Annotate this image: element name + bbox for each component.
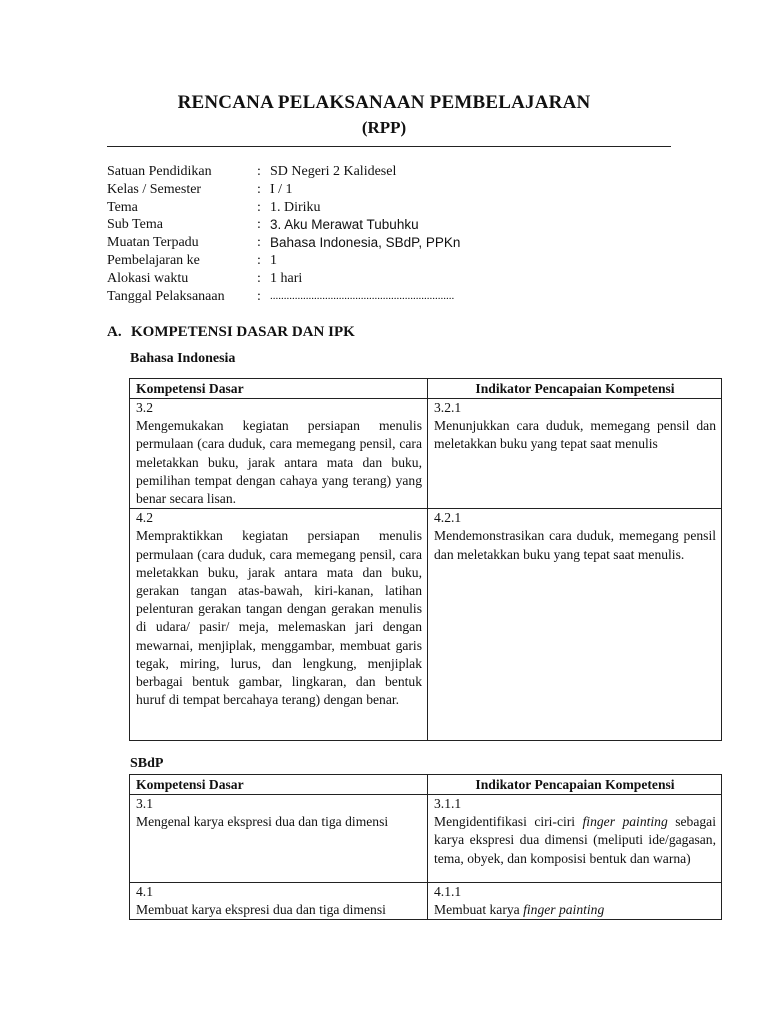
info-label: Tema (107, 199, 138, 215)
kd-number: 3.2 (136, 400, 153, 415)
info-colon: : (257, 252, 261, 268)
info-row-subtema (107, 216, 460, 234)
info-row-alokasi (107, 270, 460, 288)
info-value: Bahasa Indonesia, SBdP, PPKn (270, 235, 461, 251)
column-header-ipk: Indikator Pencapaian Kompetensi (428, 379, 722, 399)
document-subtitle: (RPP) (361, 118, 407, 137)
ipk-text (434, 813, 716, 868)
ipk-number: 4.2.1 (434, 510, 462, 526)
kd-cell (130, 399, 428, 509)
table-header-row (130, 379, 722, 399)
table-header-row (130, 775, 722, 795)
kd-number: 4.2 (136, 510, 153, 526)
info-row-pembelajaran (107, 252, 460, 270)
ipk-cell (428, 509, 722, 741)
subject-heading-bahasa: Bahasa Indonesia (130, 351, 236, 366)
section-letter: A. (107, 324, 122, 340)
subject-heading-sbdp: SBdP (130, 756, 164, 771)
section-title: KOMPETENSI DASAR DAN IPK (131, 324, 355, 340)
info-colon: : (257, 164, 261, 179)
info-colon: : (257, 217, 261, 233)
info-value: 1 (270, 252, 277, 268)
kd-cell (130, 883, 428, 920)
info-value: 3. Aku Merawat Tubuhku (270, 217, 419, 233)
info-value: SD Negeri 2 Kalidesel (270, 164, 397, 179)
info-row-tema (107, 199, 460, 217)
ipk-cell (428, 795, 722, 883)
info-colon: : (257, 181, 261, 197)
info-colon: : (257, 288, 261, 304)
ipk-text-emphasis: finger painting (523, 902, 605, 918)
ipk-text-emphasis: finger painting (582, 814, 668, 830)
info-row-tanggal (107, 288, 460, 306)
info-label: Pembelajaran ke (107, 252, 200, 268)
document-title: RENCANA PELAKSANAAN PEMBELAJARAN (177, 92, 591, 113)
ipk-cell (428, 399, 722, 509)
title-divider (107, 146, 671, 147)
info-label: Satuan Pendidikan (107, 164, 212, 179)
kd-text: Mengenal karya ekspresi dua dan tiga dimensi (136, 814, 389, 830)
kd-table-bahasa (129, 378, 722, 741)
column-header-kd: Kompetensi Dasar (130, 775, 428, 795)
section-a-heading (107, 324, 355, 341)
info-value: 1. Diriku (270, 199, 321, 215)
info-label: Sub Tema (107, 217, 163, 233)
kd-text: Mempraktikkan kegiatan persiapan menulis permulaan (cara duduk, cara memegang pensil, cara meletakkan buku, jarak antara mata dan buku, gerakan tangan atas-bawah, kiri-kanan, latihan pelenturan gerakan tangan dengan gerakan menulis di udara/ pasir/ meja, melemaskan jari dengan mewarnai, menjiplak, menggambar, membuat garis tegak, miring, lurus, dan lengkung, menjiplak berbagai bentuk gambar, lingkaran, dan bentuk huruf di tempat bercahaya terang) dengan benar. (136, 528, 422, 708)
info-value: 1 hari (270, 270, 303, 286)
ipk-cell (428, 883, 722, 920)
info-label: Kelas / Semester (107, 181, 202, 197)
kd-table-sbdp (129, 774, 722, 920)
info-value: ................................................................... (270, 289, 455, 302)
info-value: I / 1 (270, 181, 293, 197)
ipk-number: 3.1.1 (434, 796, 462, 811)
info-colon: : (257, 235, 261, 251)
column-header-ipk: Indikator Pencapaian Kompetensi (428, 775, 722, 795)
ipk-number: 3.2.1 (434, 400, 462, 415)
info-row-kelas (107, 181, 460, 199)
ipk-text: Mendemonstrasikan cara duduk, memegang pensil dan meletakkan buku yang tepat saat menulis. (434, 528, 716, 562)
ipk-text-pre: Membuat karya (434, 902, 524, 918)
info-colon: : (257, 199, 261, 215)
kd-cell (130, 509, 428, 741)
ipk-text-post: sebagai karya ekspresi dua dimensi (meliputi ide/gagasan, tema, obyek, dan komposisi bentuk dan warna) (434, 814, 716, 866)
ipk-number: 4.1.1 (434, 884, 462, 899)
info-label: Tanggal Pelaksanaan (107, 288, 225, 304)
info-colon: : (257, 270, 261, 286)
ipk-text-pre: Mengidentifikasi ciri-ciri (434, 814, 583, 830)
identity-block (107, 163, 460, 305)
table-row (130, 883, 722, 920)
info-row-satuan (107, 163, 460, 181)
ipk-text (434, 901, 716, 919)
table-row (130, 509, 722, 741)
info-label: Alokasi waktu (107, 270, 189, 286)
table-row (130, 795, 722, 883)
column-header-kd: Kompetensi Dasar (130, 379, 428, 399)
kd-number: 4.1 (136, 884, 153, 899)
kd-cell (130, 795, 428, 883)
kd-text: Mengemukakan kegiatan persiapan menulis permulaan (cara duduk, cara memegang pensil, cara meletakkan buku, jarak antara mata dan buku, pemilihan tempat dengan cahaya yang terang) yang benar secara lisan. (136, 418, 422, 507)
info-label: Muatan Terpadu (107, 235, 199, 251)
kd-text: Membuat karya ekspresi dua dan tiga dimensi (136, 902, 386, 918)
info-row-muatan (107, 234, 460, 252)
ipk-text: Menunjukkan cara duduk, memegang pensil dan meletakkan buku yang tepat saat menulis (434, 418, 716, 452)
table-row (130, 399, 722, 509)
kd-number: 3.1 (136, 796, 153, 811)
